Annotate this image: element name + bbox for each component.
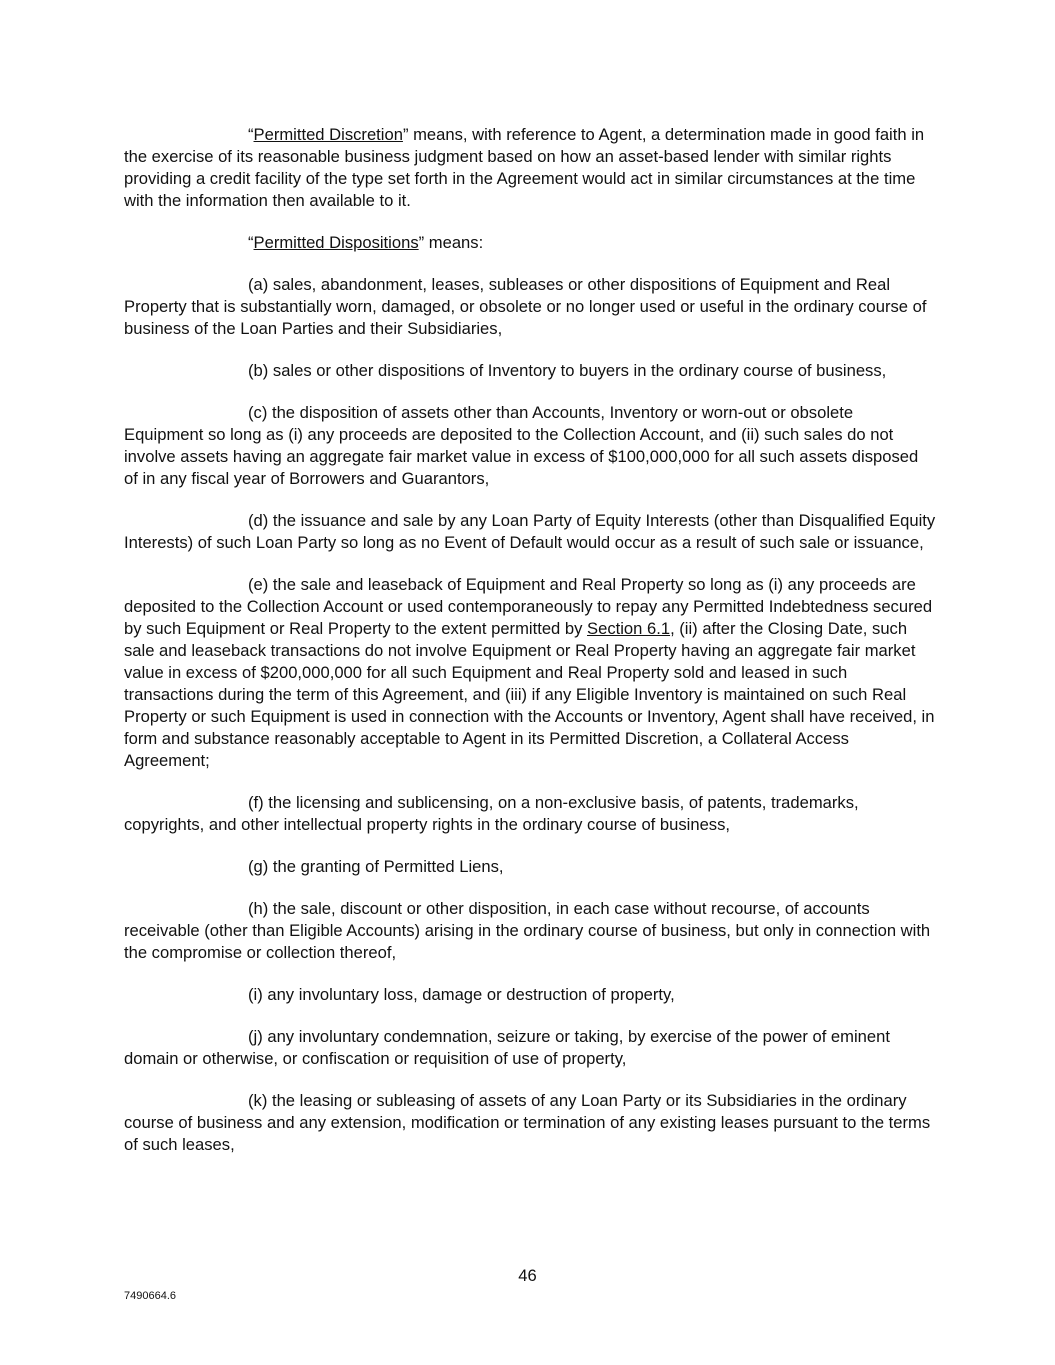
definition-permitted-dispositions bbox=[124, 232, 936, 254]
definition-text: means: bbox=[424, 233, 484, 252]
document-id: 7490664.6 bbox=[124, 1290, 176, 1302]
page-number: 46 bbox=[518, 1266, 537, 1285]
clause-c: (c) the disposition of assets other than Accounts, Inventory or worn-out or obsolete Equipment so long as (i) any proceeds are deposited to the Collection Account, and (ii) such sales do not involve assets having an aggregate fair market value in excess of $100,000,000 for all such assets disposed of in any fiscal year of Borrowers and Guarantors, bbox=[124, 403, 919, 488]
clause-b: (b) sales or other dispositions of Inventory to buyers in the ordinary course of business, bbox=[248, 361, 887, 380]
close-quote: ” bbox=[418, 233, 425, 252]
clause-f: (f) the licensing and sublicensing, on a non-exclusive basis, of patents, trademarks, copyrights, and other intellectual property rights in the ordinary course of business, bbox=[124, 793, 859, 834]
clause-k: (k) the leasing or subleasing of assets of any Loan Party or its Subsidiaries in the ordinary course of business and any extension, modification or termination of any existing leases pursuant to the terms of such leases, bbox=[124, 1091, 931, 1154]
clause-j: (j) any involuntary condemnation, seizure or taking, by exercise of the power of eminent domain or otherwise, or confiscation or requisition of use of property, bbox=[124, 1027, 890, 1068]
clause-i: (i) any involuntary loss, damage or destruction of property, bbox=[248, 985, 675, 1004]
section-reference-link: Section 6.1 bbox=[587, 619, 671, 638]
clause-e-text-1: (e) the sale and leaseback of Equipment and Real Property so long as (i) any proceeds are deposited to the Collection Account or used contemporaneously to repay any Permitted Indebtedness secured by such Equipment or Real Property to the extent permitted by bbox=[124, 575, 933, 638]
open-quote: “ bbox=[248, 125, 254, 144]
clause-e bbox=[124, 574, 936, 772]
definition-permitted-discretion bbox=[124, 124, 936, 212]
defined-term-permitted-discretion: Permitted Discretion bbox=[253, 125, 403, 144]
defined-term-permitted-dispositions: Permitted Dispositions bbox=[253, 233, 419, 252]
clause-e-text-2: , (ii) after the Closing Date, such sale and leaseback transactions do not involve Equipment or Real Property having an aggregate fair market value in excess of $200,000,000 for all such Equipment and Real Property sold and leased in such transactions during the term of this Agreement, and (iii) if any Eligible Inventory is maintained on such Real Property or such Equipment is used in connection with the Accounts or Inventory, Agent shall have received, in form and substance reasonably acceptable to Agent in its Permitted Discretion, a Collateral Access Agreement; bbox=[124, 619, 935, 770]
clause-h: (h) the sale, discount or other disposition, in each case without recourse, of accounts receivable (other than Eligible Accounts) arising in the ordinary course of business, but only in connection with the compromise or collection thereof, bbox=[124, 899, 931, 962]
clause-d: (d) the issuance and sale by any Loan Party of Equity Interests (other than Disqualified Equity Interests) of such Loan Party so long as no Event of Default would occur as a result of such sale or issuance, bbox=[124, 511, 936, 552]
document-body bbox=[124, 124, 936, 1176]
open-quote: “ bbox=[248, 233, 254, 252]
definition-text: means, with reference to Agent, a determination made in good faith in the exercise of its reasonable business judgment based on how an asset-based lender with similar rights providing a credit facility of the type set forth in the Agreement would act in similar circumstances at the time with the information then available to it. bbox=[124, 125, 925, 210]
close-quote: ” bbox=[402, 125, 409, 144]
clause-a: (a) sales, abandonment, leases, subleases or other dispositions of Equipment and Real Property that is substantially worn, damaged, or obsolete or no longer used or useful in the ordinary course of business of the Loan Parties and their Subsidiaries, bbox=[124, 275, 927, 338]
clause-g: (g) the granting of Permitted Liens, bbox=[248, 857, 504, 876]
